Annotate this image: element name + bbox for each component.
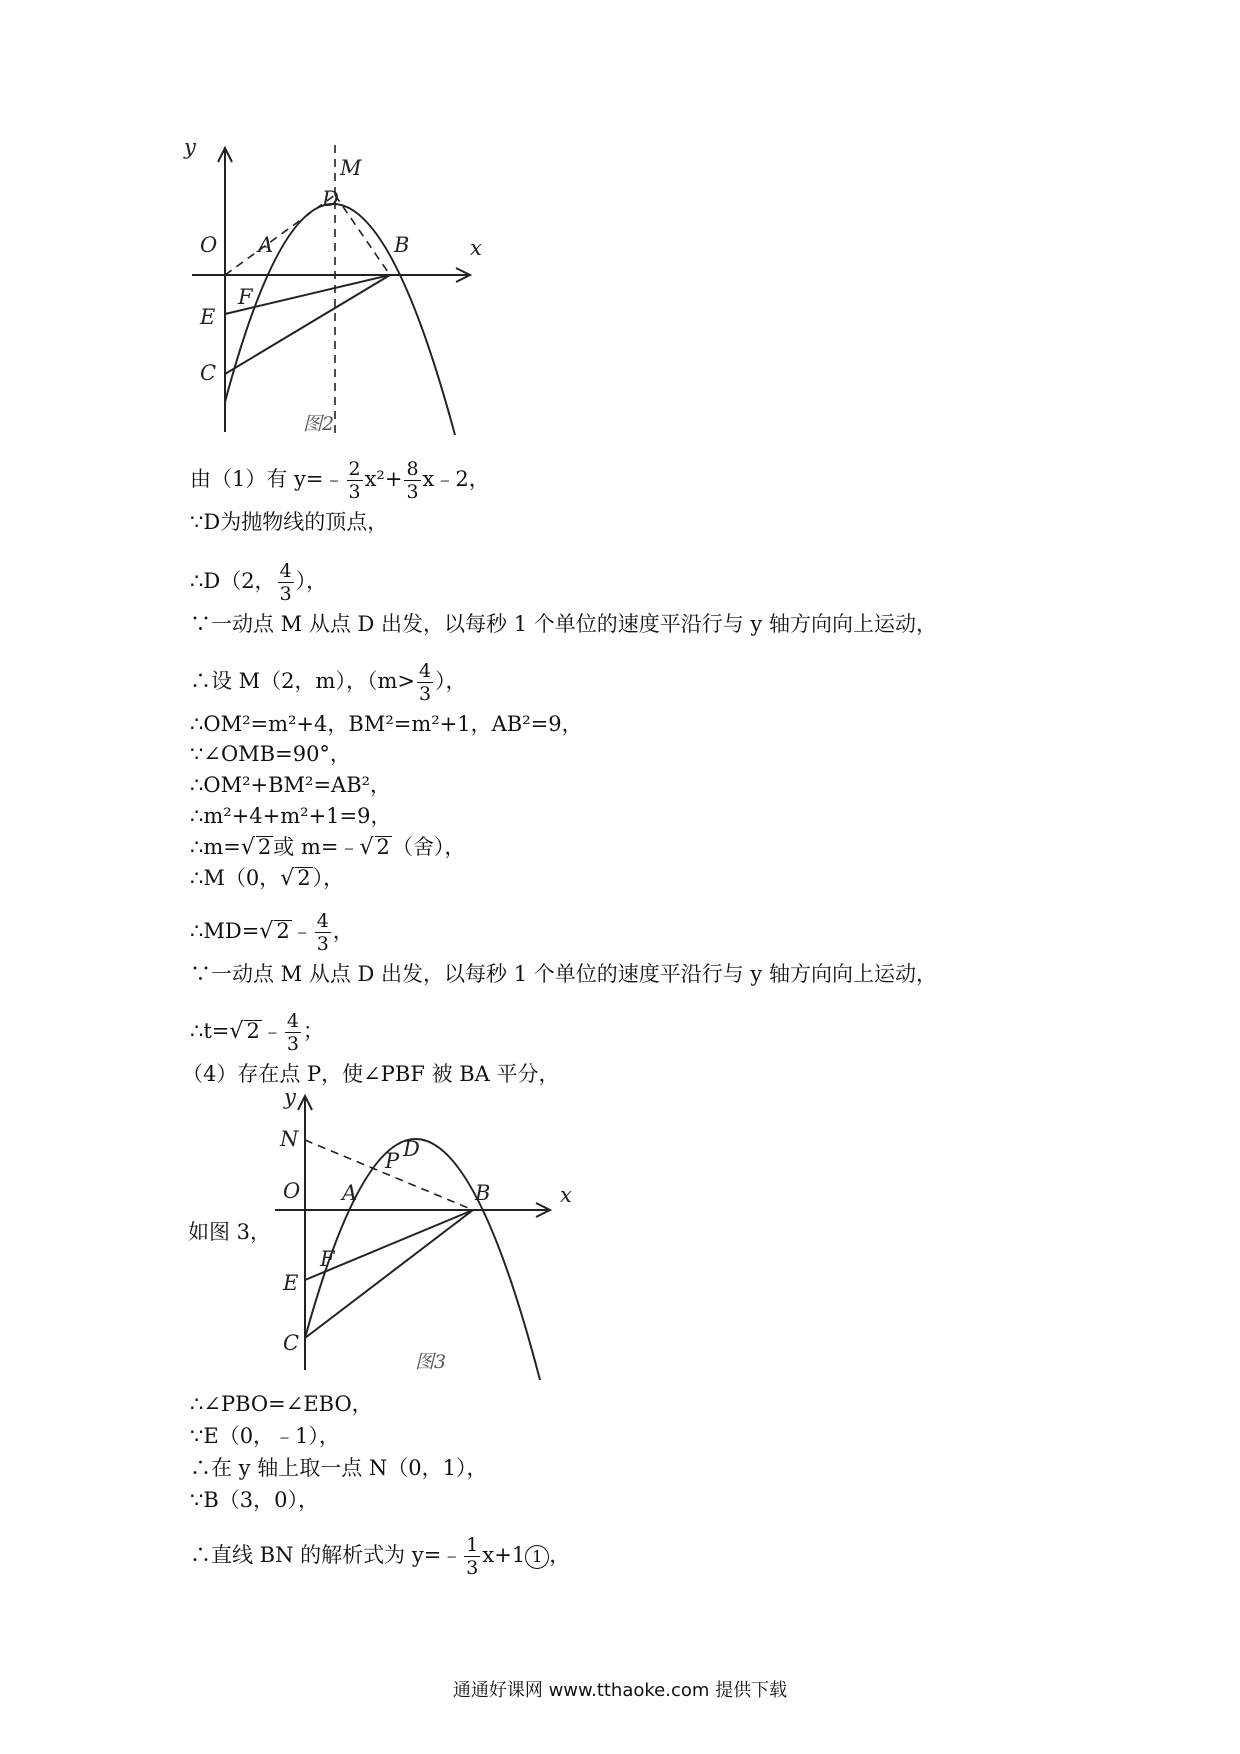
label-c: C [200,361,217,385]
label-f: F [238,285,253,309]
line-moving-point: ∵一动点 M 从点 D 出发，以每秒 1 个单位的速度平沿行与 y 轴方向向上运动， [190,612,937,636]
line-md-length: ∴MD=√ 2﹣ $\frac{4}{3}$ ， [190,910,354,955]
line-e-coordinates: ∵E（0，﹣1）， [190,1424,340,1448]
line-m-coordinates: ∴M（0，√ 2）， [190,866,345,891]
label-m: M [340,156,362,180]
line-moving-point-2: ∵一动点 M 从点 D 出发，以每秒 1 个单位的速度平沿行与 y 轴方向向上运动， [190,962,937,986]
line-parabola-equation: 由（1）有 y=﹣ $\frac{2}{3}$ x²+ $\frac{8}{3}$ x﹣2， [190,458,490,503]
label-y: y [284,1090,296,1109]
figure-3 [270,1090,590,1380]
label-o: O [200,233,218,257]
line-as-figure-3: 如图 3， [188,1220,272,1244]
figure-3-caption: 图3 [415,1351,447,1373]
label-e: E [283,1271,299,1295]
line-d-coordinates: ∴D（2， $\frac{4}{3}$ ）， [190,560,328,605]
line-point-n: ∴在 y 轴上取一点 N（0，1）， [190,1456,488,1480]
label-a: A [258,233,274,257]
line-set-m: ∴设 M（2，m），（m> $\frac{4}{3}$ ）， [190,660,467,705]
label-d: D [403,1137,420,1161]
line-equation-m: ∴m²+4+m²+1=9， [190,804,392,828]
label-b: B [475,1181,491,1205]
line-t-value: ∴t=√ 2﹣ $\frac{4}{3}$ ； [190,1010,324,1055]
line-cb [305,1210,473,1338]
line-vertex-d: ∵D为抛物线的顶点， [190,510,389,534]
label-f: F [320,1247,335,1271]
label-a: A [342,1181,358,1205]
parabola [305,1139,540,1380]
line-part-4: （4）存在点 P，使∠PBF 被 BA 平分， [182,1062,560,1086]
label-o: O [283,1179,301,1203]
label-e: E [200,305,216,329]
label-n: N [280,1127,299,1151]
figure-2-caption: 图2 [303,413,335,435]
label-x: x [560,1183,572,1207]
figure-2 [180,140,520,445]
label-c: C [283,1331,300,1355]
line-solve-m: ∴m=√ 2或 m=﹣√ 2（舍）， [190,835,466,860]
line-b-coordinates: ∵B（3，0）， [190,1488,320,1512]
label-d: D [322,187,339,211]
line-distances: ∴OM²=m²+4，BM²=m²+1，AB²=9， [190,712,583,736]
label-y: y [184,140,196,159]
line-right-angle: ∵∠OMB=90°， [190,742,351,766]
label-x: x [470,236,482,260]
line-bn-equation: ∴直线 BN 的解析式为 y=﹣ $\frac{1}{3}$ x+1 1 ， [190,1534,571,1579]
line-angle-equal: ∴∠PBO=∠EBO， [190,1392,373,1416]
page-footer: 通通好课网 www.tthaoke.com 提供下载 [452,1680,788,1701]
label-p: P [385,1149,400,1173]
label-b: B [394,233,410,257]
dashed-line-mb [335,195,390,275]
line-pythagoras: ∴OM²+BM²=AB²， [190,773,392,797]
